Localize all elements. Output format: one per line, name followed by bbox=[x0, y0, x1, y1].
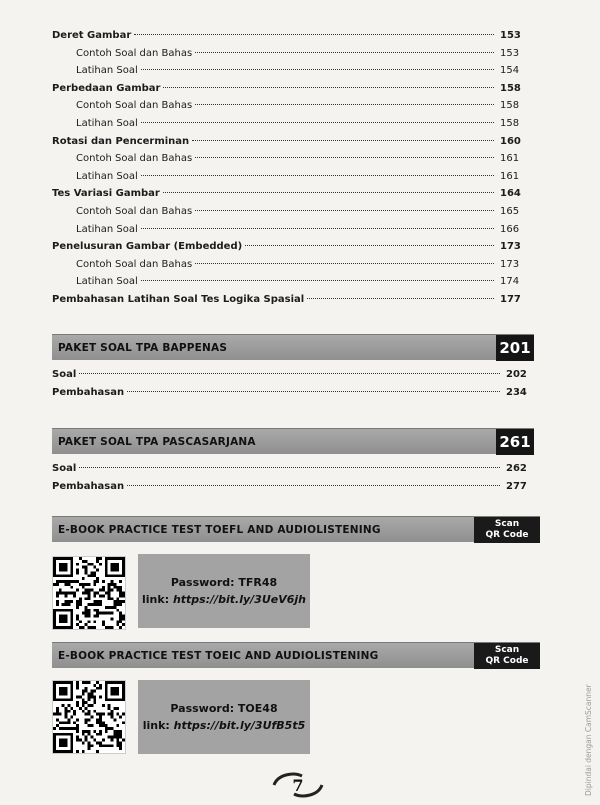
scanner-watermark-text: Dipindai dengan CamScanner bbox=[584, 684, 593, 796]
page-number bbox=[268, 770, 328, 800]
toc-chapter[interactable] bbox=[52, 83, 524, 101]
toc-label: Penelusuran Gambar (Embedded) bbox=[52, 241, 243, 253]
section-page-number: 261 bbox=[496, 429, 534, 455]
toc-subentry[interactable] bbox=[52, 118, 524, 136]
toc-page: 158 bbox=[500, 82, 521, 94]
toc-page: 153 bbox=[500, 30, 521, 41]
toc-page: 164 bbox=[500, 188, 521, 200]
toc-label: Latihan Soal bbox=[76, 223, 138, 235]
toc-label: Perbedaan Gambar bbox=[52, 82, 161, 94]
scan-qr-badge: Scan QR Code bbox=[474, 643, 540, 669]
toc-subentry[interactable] bbox=[52, 153, 524, 171]
toc-page: 154 bbox=[500, 65, 520, 77]
toc-chapter[interactable] bbox=[52, 241, 524, 259]
dot-leader bbox=[134, 34, 494, 35]
page-number-text: 7 bbox=[292, 776, 304, 795]
toc-page: 165 bbox=[500, 205, 520, 217]
page-number-ornament-icon bbox=[268, 770, 328, 800]
toc-label: Latihan Soal bbox=[76, 117, 138, 129]
toc-subentry[interactable] bbox=[52, 100, 524, 118]
toc-label: Deret Gambar bbox=[52, 30, 132, 41]
toc-label: Latihan Soal bbox=[76, 65, 138, 77]
toc-page: 160 bbox=[500, 135, 521, 147]
dot-leader bbox=[195, 104, 494, 105]
dot-leader bbox=[195, 52, 494, 53]
toc-page: 177 bbox=[500, 293, 521, 305]
dot-leader bbox=[245, 245, 494, 246]
toc-label: Tes Variasi Gambar bbox=[52, 188, 160, 200]
section-header-bappenas bbox=[52, 334, 534, 360]
toc-entry[interactable]: Pembahasan 277 bbox=[52, 480, 527, 492]
toc-chapter[interactable] bbox=[52, 188, 524, 206]
section-title: E-BOOK PRACTICE TEST TOEFL AND AUDIOLISTENING bbox=[58, 523, 381, 536]
section-page-number: 201 bbox=[496, 335, 534, 361]
dot-leader bbox=[195, 263, 494, 264]
dot-leader bbox=[141, 175, 494, 176]
dot-leader bbox=[195, 157, 494, 158]
scan-qr-badge: Scan QR Code bbox=[474, 517, 540, 543]
toc-chapter[interactable] bbox=[52, 136, 524, 154]
toc-subentry[interactable] bbox=[52, 48, 524, 66]
qr-code-icon bbox=[53, 557, 125, 629]
dot-leader bbox=[307, 298, 494, 299]
dot-leader bbox=[192, 140, 494, 141]
toc-subentry[interactable] bbox=[52, 276, 524, 294]
toc-subentry[interactable] bbox=[52, 206, 524, 224]
dot-leader bbox=[163, 192, 494, 193]
toc-page: 166 bbox=[500, 223, 520, 235]
toc-entry[interactable]: Soal 262 bbox=[52, 463, 527, 474]
section-title: E-BOOK PRACTICE TEST TOEIC AND AUDIOLISTENING bbox=[58, 649, 379, 662]
pascasarjana-entries bbox=[52, 463, 530, 498]
dot-leader bbox=[163, 87, 494, 88]
toc-label: Pembahasan Latihan Soal Tes Logika Spasial bbox=[52, 293, 305, 305]
section-header-toefl bbox=[52, 516, 540, 542]
link-line[interactable]: link: https://bit.ly/3UeV6jh bbox=[142, 593, 306, 606]
section-title: PAKET SOAL TPA BAPPENAS bbox=[58, 341, 228, 354]
table-of-contents bbox=[52, 30, 524, 312]
dot-leader bbox=[141, 280, 494, 281]
section-header-pascasarjana bbox=[52, 428, 534, 454]
qr-code-toefl[interactable] bbox=[52, 556, 126, 630]
password-text: Password: TFR48 bbox=[170, 576, 278, 589]
link-url[interactable]: https://bit.ly/3UeV6jh bbox=[172, 593, 306, 606]
toc-page: 173 bbox=[500, 258, 520, 270]
toc-page: 161 bbox=[500, 170, 520, 182]
link-url[interactable]: https://bit.ly/3UfB5t5 bbox=[173, 719, 306, 732]
dot-leader bbox=[141, 228, 494, 229]
toc-subentry[interactable] bbox=[52, 224, 524, 242]
password-box-toefl bbox=[138, 554, 310, 628]
toc-subentry[interactable] bbox=[52, 65, 524, 83]
toc-label: Rotasi dan Pencerminan bbox=[52, 135, 190, 147]
toc-label: Latihan Soal bbox=[76, 170, 138, 182]
dot-leader bbox=[141, 122, 494, 123]
toc-subentry[interactable] bbox=[52, 171, 524, 189]
toc-entry[interactable]: Soal 202 bbox=[52, 369, 527, 380]
toc-label: Contoh Soal dan Bahas bbox=[76, 258, 193, 270]
dot-leader bbox=[141, 69, 494, 70]
link-line[interactable]: link: https://bit.ly/3UfB5t5 bbox=[142, 719, 306, 732]
toc-page: 174 bbox=[500, 276, 520, 288]
toc-page: 173 bbox=[500, 241, 521, 253]
toc-entry[interactable]: Pembahasan 234 bbox=[52, 386, 527, 398]
bappenas-entries bbox=[52, 369, 530, 404]
scanner-watermark bbox=[582, 680, 594, 798]
toc-label: Contoh Soal dan Bahas bbox=[76, 153, 193, 165]
toc-label: Contoh Soal dan Bahas bbox=[76, 47, 193, 59]
toc-subentry[interactable] bbox=[52, 259, 524, 277]
toc-page: 161 bbox=[500, 153, 520, 165]
qr-code-icon bbox=[53, 681, 125, 753]
password-box-toeic bbox=[138, 680, 310, 754]
qr-code-toeic[interactable] bbox=[52, 680, 126, 754]
toc-chapter[interactable] bbox=[52, 294, 524, 312]
toc-page: 158 bbox=[500, 117, 520, 129]
dot-leader bbox=[195, 210, 494, 211]
toc-label: Contoh Soal dan Bahas bbox=[76, 205, 193, 217]
toc-label: Latihan Soal bbox=[76, 276, 138, 288]
section-title: PAKET SOAL TPA PASCASARJANA bbox=[58, 435, 256, 448]
toc-label: Contoh Soal dan Bahas bbox=[76, 100, 193, 112]
section-header-toeic bbox=[52, 642, 540, 668]
toc-page: 153 bbox=[500, 47, 520, 59]
toc-chapter[interactable] bbox=[52, 30, 524, 48]
toc-page: 158 bbox=[500, 100, 520, 112]
password-text: Password: TOE48 bbox=[170, 702, 278, 715]
